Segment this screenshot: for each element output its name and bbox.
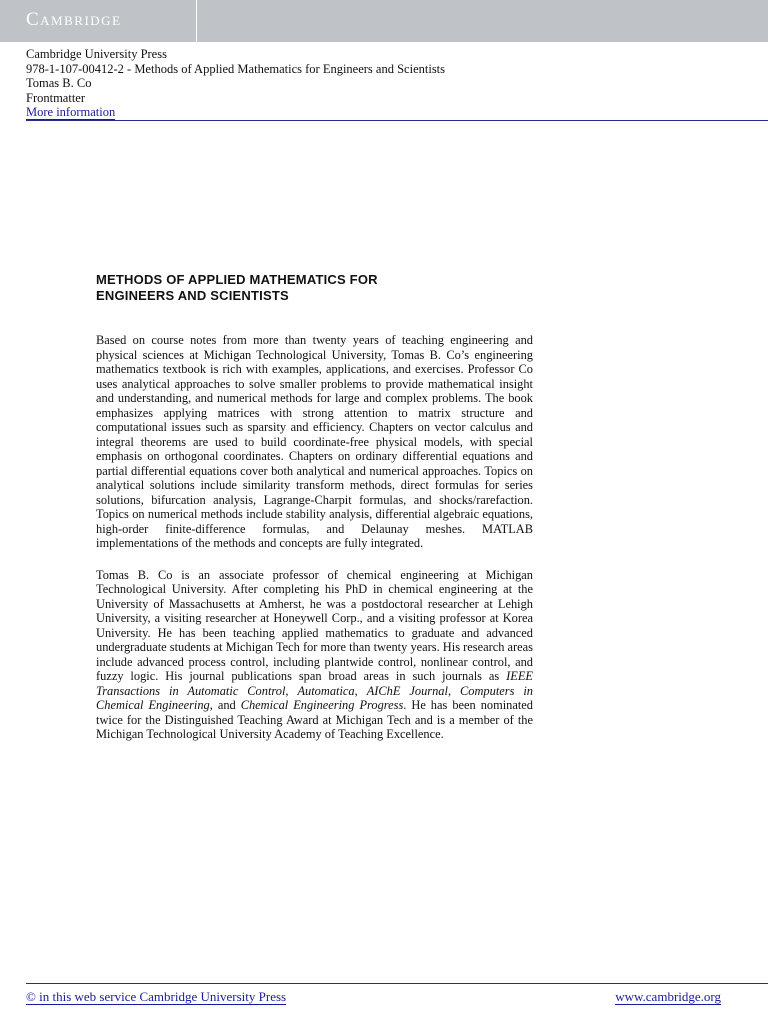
book-description: Based on course notes from more than twenty years of teaching engineering and physical sciences at Michigan Technological University, Tomas B. Co’s engineering mathematics textbook is rich with examples, applications, and exercises. Professor Co uses analytical approaches to solve smaller problems to provide mathematical insight and understanding, and numerical methods for large and complex problems. The book emphasizes applying matrices with strong attention to matrix structure and computational issues such as sparsity and efficiency. Chapters on vector calculus and integral theorems are used to build coordinate-free physical models, with special emphasis on orthogonal coordinates. Chapters on ordinary differential equations and partial differential equations cover both analytical and numerical approaches. Topics on analytical solutions include similarity transform methods, direct formulas for series solutions, bifurcation analysis, Lagrange-Charpit formulas, and shocks/rarefaction. Topics on numerical methods include stability analysis, differential algebraic equations, high-order finite-difference formulas, and Delaunay meshes. MATLAB implementations of the methods and concepts are fully integrated.: [96, 333, 533, 550]
main-content: [96, 272, 533, 759]
header-divider: [196, 0, 197, 42]
journal-title: Computers in Chemical Engineering: [96, 683, 534, 712]
section-name: Frontmatter: [26, 90, 86, 105]
footer-rule: [26, 983, 768, 984]
journal-title: Chemical Engineering Progress: [240, 698, 404, 712]
website-link[interactable]: www.cambridge.org: [615, 989, 721, 1004]
cambridge-logo: Cambridge: [26, 9, 122, 30]
more-information-link[interactable]: More information: [26, 105, 116, 119]
copyright-link[interactable]: © in this web service Cambridge University Press: [26, 989, 287, 1004]
book-meta: [26, 47, 445, 120]
header-bar: [0, 0, 768, 42]
book-title: METHODS OF APPLIED MATHEMATICS FOR ENGINEERS AND SCIENTISTS: [96, 272, 378, 303]
journal-title: AIChE Journal: [366, 683, 448, 698]
author-bio: Tomas B. Co is an associate professor of chemical engineering at Michigan Technological University. After completing his PhD in chemical engineering at the University of Massachusetts at Amherst, he was a postdoctoral researcher at Lehigh University, a visiting researcher at Honeywell Corp., and a visiting professor at Korea University. He has been teaching applied mathematics to graduate and advanced undergraduate students at Michigan Tech for more than twenty years. His research areas include advanced process control, including plantwide control, nonlinear control, and fuzzy logic. His journal publications span broad areas in such journals as IEEE Transactions in Automatic Control, Automatica, AIChE Journal, Computers in Chemical Engineering, and Chemical Engineering Progress. He has been nominated twice for the Distinguished Teaching Award at Michigan Tech and is a member of the Michigan Technological University Academy of Teaching Excellence.: [96, 567, 534, 741]
isbn-title: 978-1-107-00412-2 - Methods of Applied Mathematics for Engineers and Scientists: [26, 61, 446, 76]
publisher: Cambridge University Press: [26, 47, 167, 61]
header-rule: [26, 120, 768, 121]
journal-title: IEEE Transactions in Automatic Control: [96, 669, 533, 698]
journal-title: Automatica: [297, 683, 355, 698]
author: Tomas B. Co: [26, 76, 92, 90]
